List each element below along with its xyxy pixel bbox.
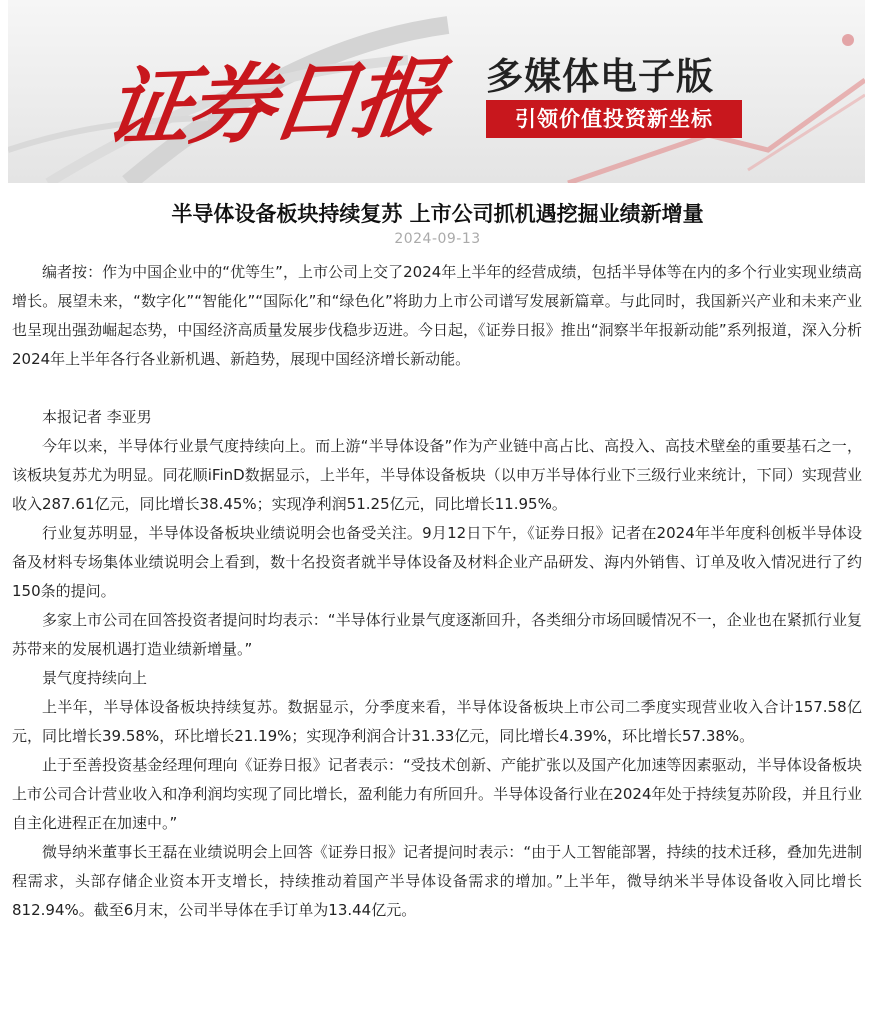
article-paragraph: 行业复苏明显，半导体设备板块业绩说明会也备受关注。9月12日下午，《证券日报》记者在2024年半年度科创板半导体设备及材料专场集体业绩说明会上看到，数十名投资者就半导体设备及材料企业产品研发、海内外销售、订单及收入情况进行了约150条的提问。 [12, 524, 862, 600]
article-paragraph: 微导纳米董事长王磊在业绩说明会上回答《证券日报》记者提问时表示：“由于人工智能部署，持续的技术迁移，叠加先进制程需求，头部存储企业资本开支增长，持续推动着国产半导体设备需求的增加。”上半年，微导纳米半导体设备收入同比增长812.94%。截至6月末，公司半导体在手订单为13.44亿元。 [12, 843, 862, 919]
reporter-byline: 本报记者 李亚男 [42, 408, 152, 426]
article-headline: 半导体设备板块持续复苏 上市公司抓机遇挖掘业绩新增量 [171, 202, 704, 226]
edition-title: 多媒体电子版 [486, 55, 714, 98]
article-paragraph: 多家上市公司在回答投资者提问时均表示：“半导体行业景气度逐渐回升，各类细分市场回暖情况不一，企业也在紧抓行业复苏带来的发展机遇打造业绩新增量。” [12, 611, 862, 658]
section-subheading: 景气度持续向上 [42, 669, 148, 687]
masthead-banner [8, 0, 865, 183]
article-paragraph: 今年以来，半导体行业景气度持续向上。而上游“半导体设备”作为产业链中高占比、高投入、高技术壁垒的重要基石之一，该板块复苏尤为明显。同花顺iFinD数据显示，上半年，半导体设备板块（以申万半导体行业下三级行业来统计，下同）实现营业收入287.61亿元，同比增长38.45%；实现净利润51.25亿元，同比增长11.95%。 [12, 437, 862, 513]
article-body [12, 258, 862, 925]
article-date: 2024-09-13 [394, 231, 481, 247]
article-paragraph: 上半年，半导体设备板块持续复苏。数据显示，分季度来看，半导体设备板块上市公司二季度实现营业收入合计157.58亿元，同比增长39.58%，环比增长21.19%；实现净利润合计31.33亿元，同比增长4.39%，环比增长57.38%。 [12, 698, 862, 745]
newspaper-logo: 证券日报 [98, 47, 443, 160]
article-paragraph: 止于至善投资基金经理何理向《证券日报》记者表示：“受技术创新、产能扩张以及国产化加速等因素驱动，半导体设备板块上市公司合计营业收入和净利润均实现了同比增长，盈利能力有所回升。半导体设备行业在2024年处于持续复苏阶段，并且行业自主化进程正在加速中。” [12, 756, 862, 832]
editor-note-paragraph: 编者按：作为中国企业中的“优等生”，上市公司上交了2024年上半年的经营成绩，包括半导体等在内的多个行业实现业绩高增长。展望未来，“数字化”“智能化”“国际化”和“绿色化”将助力上市公司谱写发展新篇章。与此同时，我国新兴产业和未来产业也呈现出强劲崛起态势，中国经济高质量发展步伐稳步迈进。今日起，《证券日报》推出“洞察半年报新动能”系列报道，深入分析2024年上半年各行各业新机遇、新趋势，展现中国经济增长新动能。 [12, 263, 862, 368]
slogan-badge: 引领价值投资新坐标 [486, 100, 742, 138]
